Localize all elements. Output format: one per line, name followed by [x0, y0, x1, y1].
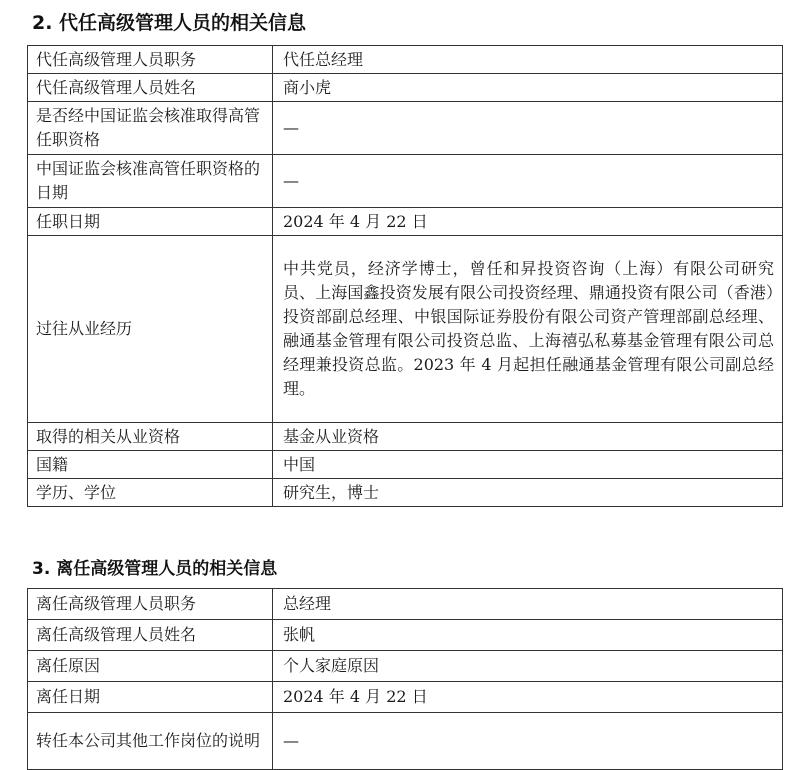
row-label: 是否经中国证监会核准取得高管任职资格: [28, 102, 273, 155]
row-value: 2024 年 4 月 22 日: [273, 208, 783, 236]
table-row: [28, 46, 783, 74]
table-row: [28, 423, 783, 451]
row-value: 张帆: [273, 620, 783, 651]
row-label: 离任高级管理人员职务: [28, 589, 273, 620]
row-label: 离任日期: [28, 682, 273, 713]
row-value: 总经理: [273, 589, 783, 620]
row-label: 离任原因: [28, 651, 273, 682]
table-row: [28, 74, 783, 102]
section-2-title: 2. 代任高级管理人员的相关信息: [32, 12, 307, 34]
table-row: [28, 208, 783, 236]
row-label: 学历、学位: [28, 479, 273, 507]
table-row: [28, 651, 783, 682]
acting-manager-info-table: [27, 45, 783, 507]
row-value: 个人家庭原因: [273, 651, 783, 682]
row-label: 过往从业经历: [28, 236, 273, 423]
table-row: [28, 236, 783, 423]
table-row: [28, 451, 783, 479]
row-value: —: [273, 155, 783, 208]
row-value: 2024 年 4 月 22 日: [273, 682, 783, 713]
row-label: 中国证监会核准高管任职资格的日期: [28, 155, 273, 208]
table-row: [28, 479, 783, 507]
row-label: 国籍: [28, 451, 273, 479]
table-row: [28, 155, 783, 208]
row-value: 基金从业资格: [273, 423, 783, 451]
row-value: —: [273, 102, 783, 155]
row-label: 转任本公司其他工作岗位的说明: [28, 713, 273, 770]
table-row: [28, 589, 783, 620]
row-label: 代任高级管理人员职务: [28, 46, 273, 74]
row-value: 研究生，博士: [273, 479, 783, 507]
row-value: 商小虎: [273, 74, 783, 102]
departing-manager-info-table: [27, 588, 783, 770]
row-label: 任职日期: [28, 208, 273, 236]
table-row: [28, 620, 783, 651]
row-label: 代任高级管理人员姓名: [28, 74, 273, 102]
table-row: [28, 102, 783, 155]
career-history-text: 中共党员，经济学博士，曾任和昇投资咨询（上海）有限公司研究员、上海国鑫投资发展有限公司投资经理、鼎通投资有限公司（香港）投资部副总经理、中银国际证券股份有限公司资产管理部副总经理、融通基金管理有限公司投资总监、上海禧弘私募基金管理有限公司总经理兼投资总监。2023 年 4 月起担任融通基金管理有限公司副总经理。: [273, 236, 783, 423]
row-value: 中国: [273, 451, 783, 479]
section-3-title: 3. 离任高级管理人员的相关信息: [32, 559, 278, 579]
row-label: 离任高级管理人员姓名: [28, 620, 273, 651]
row-value: —: [273, 713, 783, 770]
row-value: 代任总经理: [273, 46, 783, 74]
row-label: 取得的相关从业资格: [28, 423, 273, 451]
table-row: [28, 713, 783, 770]
table-row: [28, 682, 783, 713]
